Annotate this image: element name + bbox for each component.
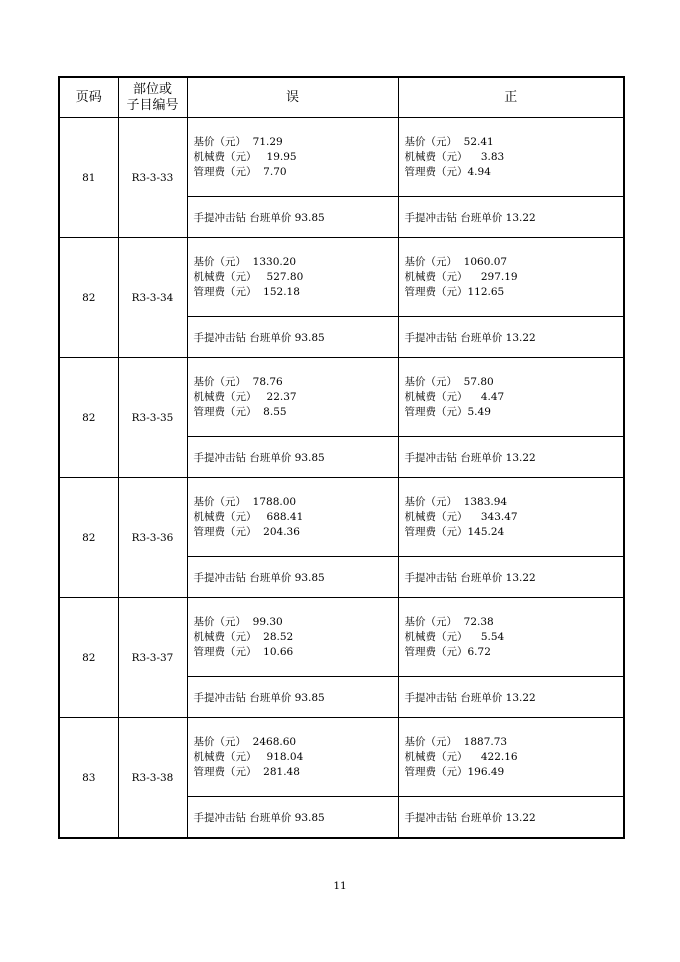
right-management-fee: 管理费（元）112.65: [404, 285, 505, 298]
header-item: [118, 77, 187, 118]
wrong-unit-price: 手提冲击钻 台班单价 93.85: [193, 331, 325, 344]
wrong-base-price: 基价（元） 1330.20: [193, 255, 297, 268]
header-item-line1: 部位或: [132, 81, 172, 97]
table-row: [59, 718, 624, 797]
right-unit-price-cell: [398, 677, 624, 718]
right-unit-price: 手提冲击钻 台班单价 13.22: [404, 811, 536, 824]
wrong-machine-fee: 机械费（元） 527.80: [193, 270, 304, 283]
item-code-cell: R3-3-35: [118, 358, 187, 478]
right-unit-price: 手提冲击钻 台班单价 13.22: [404, 691, 536, 704]
wrong-management-fee: 管理费（元） 204.36: [193, 525, 300, 538]
right-unit-price-cell: [398, 317, 624, 358]
wrong-management-fee: 管理费（元） 10.66: [193, 645, 294, 658]
wrong-machine-fee: 机械费（元） 688.41: [193, 510, 304, 523]
wrong-unit-price-cell: [187, 317, 398, 358]
wrong-values-cell: [187, 598, 398, 677]
wrong-machine-fee: 机械费（元） 19.95: [193, 150, 297, 163]
wrong-base-price: 基价（元） 1788.00: [193, 495, 297, 508]
right-base-price: 基价（元） 1887.73: [404, 735, 508, 748]
wrong-unit-price: 手提冲击钻 台班单价 93.85: [193, 451, 325, 464]
right-machine-fee: 机械费（元） 3.83: [404, 150, 505, 163]
wrong-management-fee: 管理费（元） 8.55: [193, 405, 287, 418]
table-row: [59, 598, 624, 677]
wrong-values-cell: [187, 358, 398, 437]
wrong-base-price: 基价（元） 71.29: [193, 135, 283, 148]
item-code-cell: R3-3-38: [118, 718, 187, 839]
header-item-line2: 子目编号: [126, 97, 179, 113]
header-wrong: 误: [187, 77, 398, 118]
right-machine-fee: 机械费（元） 343.47: [404, 510, 518, 523]
table-row: [59, 358, 624, 437]
page-cell: 82: [59, 478, 118, 598]
item-code-cell: R3-3-37: [118, 598, 187, 718]
errata-table: [58, 76, 625, 839]
right-management-fee: 管理费（元）145.24: [404, 525, 505, 538]
table-row: [59, 478, 624, 557]
right-machine-fee: 机械费（元） 5.54: [404, 630, 505, 643]
wrong-unit-price: 手提冲击钻 台班单价 93.85: [193, 571, 325, 584]
header-row: [59, 77, 624, 118]
wrong-values-cell: [187, 718, 398, 797]
right-management-fee: 管理费（元）196.49: [404, 765, 505, 778]
page-cell: 82: [59, 358, 118, 478]
item-code-cell: R3-3-36: [118, 478, 187, 598]
wrong-unit-price: 手提冲击钻 台班单价 93.85: [193, 811, 325, 824]
wrong-unit-price-cell: [187, 557, 398, 598]
right-values-cell: [398, 598, 624, 677]
wrong-management-fee: 管理费（元） 152.18: [193, 285, 300, 298]
right-base-price: 基价（元） 57.80: [404, 375, 494, 388]
right-unit-price: 手提冲击钻 台班单价 13.22: [404, 451, 536, 464]
wrong-machine-fee: 机械费（元） 918.04: [193, 750, 304, 763]
right-machine-fee: 机械费（元） 4.47: [404, 390, 505, 403]
right-unit-price-cell: [398, 437, 624, 478]
wrong-values-cell: [187, 478, 398, 557]
right-unit-price: 手提冲击钻 台班单价 13.22: [404, 571, 536, 584]
wrong-base-price: 基价（元） 78.76: [193, 375, 283, 388]
right-values-cell: [398, 238, 624, 317]
wrong-management-fee: 管理费（元） 7.70: [193, 165, 287, 178]
wrong-values-cell: [187, 238, 398, 317]
table-row: [59, 118, 624, 197]
wrong-base-price: 基价（元） 99.30: [193, 615, 283, 628]
right-machine-fee: 机械费（元） 297.19: [404, 270, 518, 283]
right-unit-price: 手提冲击钻 台班单价 13.22: [404, 211, 536, 224]
table-row: [59, 238, 624, 317]
wrong-unit-price: 手提冲击钻 台班单价 93.85: [193, 691, 325, 704]
wrong-unit-price-cell: [187, 437, 398, 478]
right-unit-price: 手提冲击钻 台班单价 13.22: [404, 331, 536, 344]
right-unit-price-cell: [398, 557, 624, 598]
right-values-cell: [398, 478, 624, 557]
right-values-cell: [398, 358, 624, 437]
page-cell: 82: [59, 598, 118, 718]
right-values-cell: [398, 718, 624, 797]
page-cell: 82: [59, 238, 118, 358]
right-machine-fee: 机械费（元） 422.16: [404, 750, 518, 763]
wrong-machine-fee: 机械费（元） 28.52: [193, 630, 294, 643]
wrong-unit-price-cell: [187, 677, 398, 718]
wrong-base-price: 基价（元） 2468.60: [193, 735, 297, 748]
wrong-values-cell: [187, 118, 398, 197]
right-base-price: 基价（元） 52.41: [404, 135, 494, 148]
item-code-cell: R3-3-33: [118, 118, 187, 238]
right-management-fee: 管理费（元）4.94: [404, 165, 491, 178]
wrong-unit-price-cell: [187, 797, 398, 839]
page-cell: 81: [59, 118, 118, 238]
right-management-fee: 管理费（元）6.72: [404, 645, 491, 658]
wrong-management-fee: 管理费（元） 281.48: [193, 765, 300, 778]
page-cell: 83: [59, 718, 118, 839]
right-base-price: 基价（元） 1060.07: [404, 255, 508, 268]
header-page: 页码: [59, 77, 118, 118]
wrong-machine-fee: 机械费（元） 22.37: [193, 390, 297, 403]
header-right: 正: [398, 77, 624, 118]
right-management-fee: 管理费（元）5.49: [404, 405, 491, 418]
right-unit-price-cell: [398, 797, 624, 839]
item-code-cell: R3-3-34: [118, 238, 187, 358]
wrong-unit-price-cell: [187, 197, 398, 238]
right-base-price: 基价（元） 1383.94: [404, 495, 508, 508]
right-base-price: 基价（元） 72.38: [404, 615, 494, 628]
right-unit-price-cell: [398, 197, 624, 238]
wrong-unit-price: 手提冲击钻 台班单价 93.85: [193, 211, 325, 224]
page-number: 11: [333, 880, 347, 892]
right-values-cell: [398, 118, 624, 197]
